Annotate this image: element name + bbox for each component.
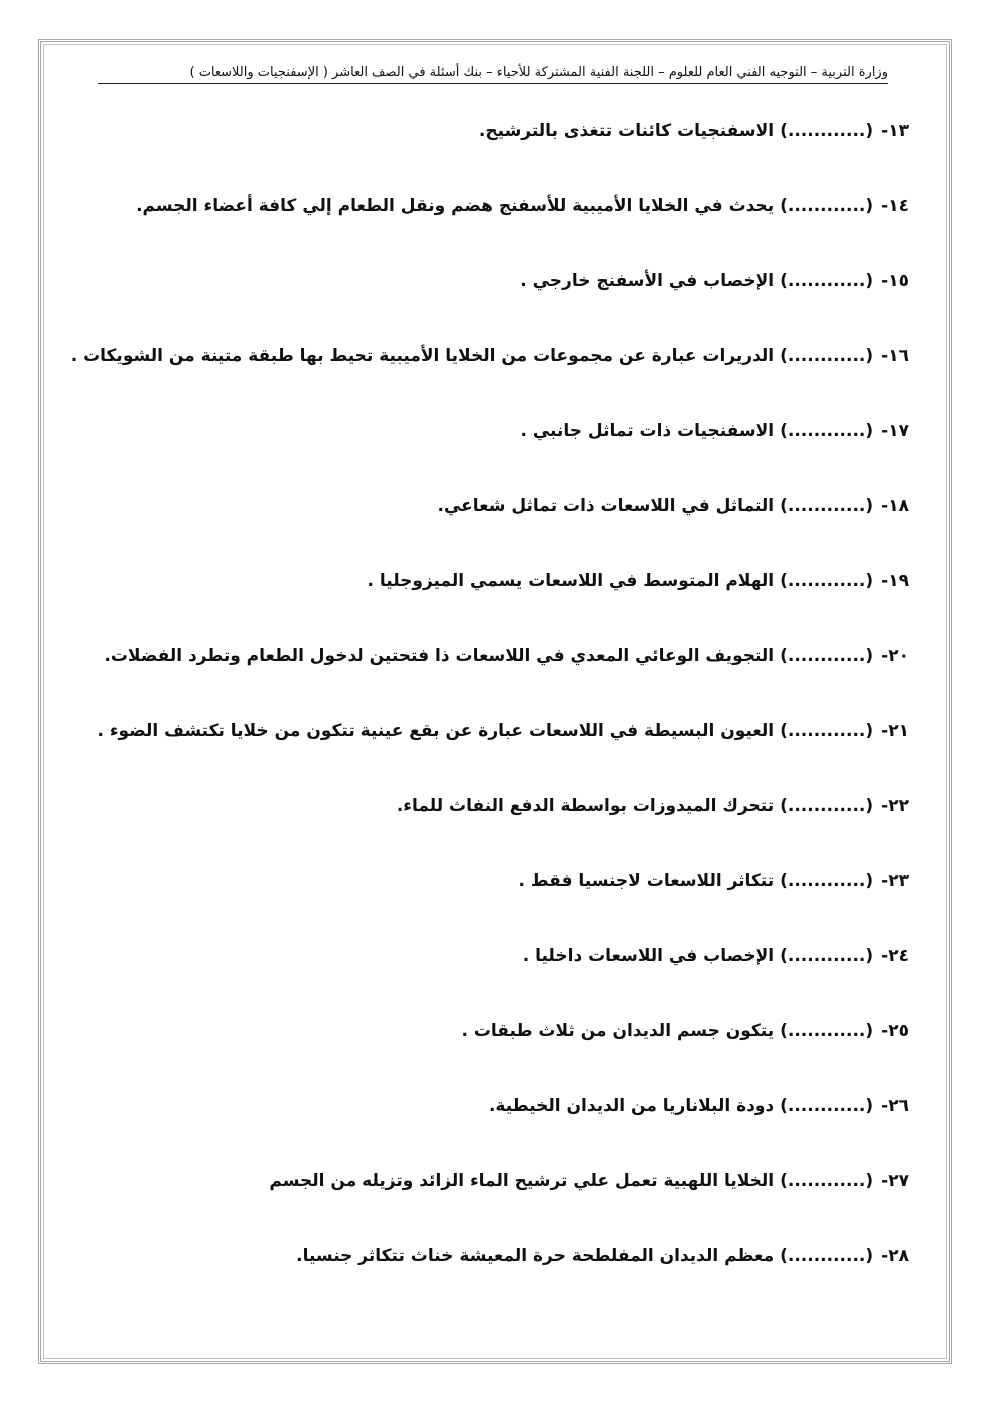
question-item — [79, 1089, 909, 1164]
question-number: ٢١- — [881, 721, 909, 741]
question-number: ٢٤- — [881, 946, 909, 966]
question-text: الإخصاب في اللاسعات داخليا . — [522, 946, 775, 966]
answer-blank: (............) — [780, 196, 874, 216]
question-item — [79, 789, 909, 864]
answer-blank: (............) — [780, 871, 874, 891]
page-header: وزارة التربية – التوجيه الفني العام للعلوم – اللجنة الفنية المشتركة للأحياء – بنك أسئلة في الصف العاشر ( الإسفنجيات واللاسعات ) — [98, 64, 888, 84]
question-item — [79, 564, 909, 639]
question-number: ١٤- — [881, 196, 909, 216]
question-number: ١٣- — [881, 121, 909, 141]
question-number: ٢٦- — [881, 1096, 909, 1116]
question-number: ١٦- — [881, 346, 909, 366]
question-number: ١٨- — [881, 496, 909, 516]
question-item — [79, 1239, 909, 1314]
question-text: التماثل في اللاسعات ذات تماثل شعاعي. — [437, 496, 775, 516]
question-item — [79, 939, 909, 1014]
question-item — [79, 864, 909, 939]
answer-blank: (............) — [780, 1246, 874, 1266]
answer-blank: (............) — [780, 121, 874, 141]
answer-blank: (............) — [780, 421, 874, 441]
answer-blank: (............) — [780, 496, 874, 516]
question-item — [79, 1164, 909, 1239]
question-number: ٢٢- — [881, 796, 909, 816]
answer-blank: (............) — [780, 571, 874, 591]
question-item — [79, 414, 909, 489]
answer-blank: (............) — [780, 1096, 874, 1116]
question-text: الدريرات عبارة عن مجموعات من الخلايا الأميبية تحيط بها طبقة متينة من الشويكات . — [70, 346, 775, 366]
question-item — [79, 639, 909, 714]
question-number: ١٧- — [881, 421, 909, 441]
question-item — [79, 114, 909, 189]
question-text: معظم الديدان المفلطحة حرة المعيشة خناث تتكاثر جنسيا. — [296, 1246, 775, 1266]
question-text: الهلام المتوسط في اللاسعات يسمي الميزوجليا . — [367, 571, 775, 591]
question-number: ١٩- — [881, 571, 909, 591]
question-number: ٢٥- — [881, 1021, 909, 1041]
question-text: الاسفنجيات كائنات تتغذى بالترشيح. — [478, 121, 775, 141]
question-text: يتكون جسم الديدان من ثلاث طبقات . — [461, 1021, 775, 1041]
question-number: ٢٣- — [881, 871, 909, 891]
question-text: الاسفنجيات ذات تماثل جانبي . — [520, 421, 775, 441]
question-text: العيون البسيطة في اللاسعات عبارة عن بقع عينية تتكون من خلايا تكتشف الضوء . — [97, 721, 775, 741]
question-item — [79, 489, 909, 564]
question-text: تتحرك الميدوزات بواسطة الدفع النفاث للماء. — [396, 796, 775, 816]
answer-blank: (............) — [780, 796, 874, 816]
question-text: الإخصاب في الأسفنج خارجي . — [520, 271, 775, 291]
question-item — [79, 714, 909, 789]
question-number: ٢٧- — [881, 1171, 909, 1191]
answer-blank: (............) — [780, 721, 874, 741]
answer-blank: (............) — [780, 346, 874, 366]
question-text: دودة البلاناريا من الديدان الخيطية. — [488, 1096, 775, 1116]
answer-blank: (............) — [780, 946, 874, 966]
question-list — [70, 114, 909, 1314]
question-item — [79, 189, 909, 264]
answer-blank: (............) — [780, 1171, 874, 1191]
question-number: ١٥- — [881, 271, 909, 291]
answer-blank: (............) — [780, 271, 874, 291]
question-number: ٢٠- — [881, 646, 909, 666]
question-item — [70, 339, 909, 414]
question-item — [79, 1014, 909, 1089]
question-text: يحدث في الخلايا الأميبية للأسفنج هضم ونقل الطعام إلي كافة أعضاء الجسم. — [136, 196, 775, 216]
question-number: ٢٨- — [881, 1246, 909, 1266]
question-text: تتكاثر اللاسعات لاجنسيا فقط . — [518, 871, 775, 891]
question-item — [79, 264, 909, 339]
question-text: الخلايا اللهبية تعمل علي ترشيح الماء الزائد وتزيله من الجسم — [269, 1171, 775, 1191]
question-text: التجويف الوعائي المعدي في اللاسعات ذا فتحتين لدخول الطعام وتطرد الفضلات. — [104, 646, 775, 666]
answer-blank: (............) — [780, 646, 874, 666]
answer-blank: (............) — [780, 1021, 874, 1041]
